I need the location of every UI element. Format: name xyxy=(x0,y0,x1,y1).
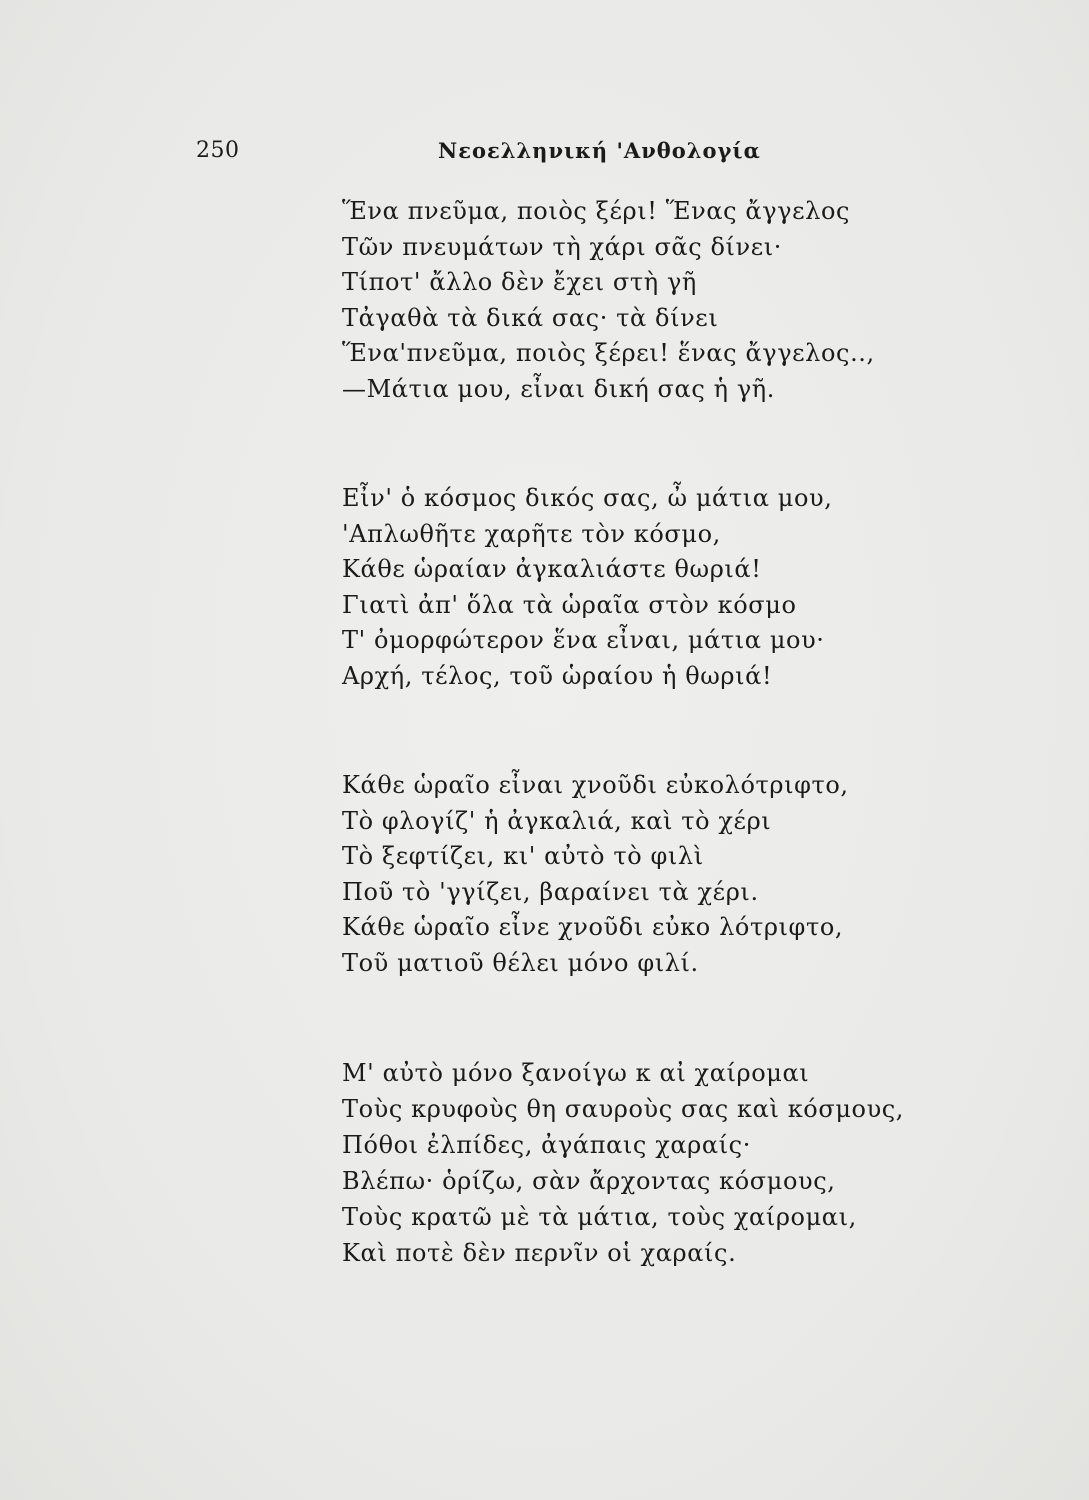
verse-line: Τοῦ ματιοῦ θέλει μόνο φιλί. xyxy=(342,948,699,977)
verse-line: Πόθοι ἐλπίδες, ἀγάπαις χαραίς· xyxy=(342,1131,751,1159)
verse-line: Τ' ὀμορφώτερον ἕνα εἶναι, μάτια μου· xyxy=(342,626,825,654)
verse-line: Τοὺς κρατῶ μὲ τὰ μάτια, τοὺς χαίρομαι, xyxy=(342,1203,857,1231)
verse-line: 'Απλωθῆτε χαρῆτε τὸν κόσμο, xyxy=(342,519,721,548)
verse-line: Τῶν πνευμάτων τὴ χάρι σᾶς δίνει· xyxy=(342,232,783,261)
stanza-2 xyxy=(342,481,902,694)
verse-line: Γιατὶ ἀπ' ὅλα τὰ ὡραῖα στὸν κόσμο xyxy=(342,590,797,619)
verse-line: Αρχή, τέλος, τοῦ ὡραίου ἡ θωριά! xyxy=(342,661,773,690)
verse-line: Ἕνα'πνεῦμα, ποιὸς ξέρει! ἕνας ἄγγελος.., xyxy=(342,339,875,367)
verse-line: Τίποτ' ἄλλο δὲν ἔχει στὴ γῆ xyxy=(342,268,697,296)
verse-line: Τὸ φλογίζ' ἡ ἀγκαλιά, καὶ τὸ χέρι xyxy=(342,806,772,835)
stanza-3 xyxy=(342,768,902,981)
verse-line: Μ' αὐτὸ μόνο ξανοίγω κ αἰ χαίρομαι xyxy=(342,1059,810,1087)
verse-line: Καὶ ποτὲ δὲν περνῖν οἱ χαραίς. xyxy=(342,1239,737,1267)
verse-line: Βλέπω· ὁρίζω, σὰν ἄρχοντας κόσμους, xyxy=(342,1167,836,1195)
verse-line: Τἀγαθὰ τὰ δικά σας· τὰ δίνει xyxy=(342,303,719,332)
verse-line: Εἶν' ὁ κόσμος δικός σας, ὦ μάτια μου, xyxy=(342,484,833,512)
verse-line: Κάθε ὡραῖο εἶναι χνοῦδι εὐκολότριφτο, xyxy=(342,771,849,799)
page-number: 250 xyxy=(196,138,240,163)
verse-line: Ἕνα πνεῦμα, ποιὸς ξέρι! Ἕνας ἄγγελος xyxy=(342,197,851,225)
verse-line: Τοὺς κρυφοὺς θη σαυροὺς σας καὶ κόσμους, xyxy=(342,1095,905,1123)
stanza-4 xyxy=(342,1055,905,1271)
book-title: Νεοελληνική 'Ανθολογία xyxy=(438,138,761,163)
verse-line: Ποῦ τὸ 'γγίζει, βαραίνει τὰ χέρι. xyxy=(342,877,759,906)
verse-line: —Μάτια μου, εἶναι δική σας ἡ γῆ. xyxy=(342,374,775,403)
running-head xyxy=(196,138,796,178)
verse-line: Κάθε ὡραῖο εἶνε χνοῦδι εὐκο λότριφτο, xyxy=(342,913,844,941)
verse-line: Τὸ ξεφτίζει, κι' αὐτὸ τὸ φιλὶ xyxy=(342,842,704,870)
stanza-1 xyxy=(342,194,902,407)
poem-body xyxy=(342,194,905,1271)
verse-line: Κάθε ὡραίαν ἀγκαλιάστε θωριά! xyxy=(342,555,762,583)
